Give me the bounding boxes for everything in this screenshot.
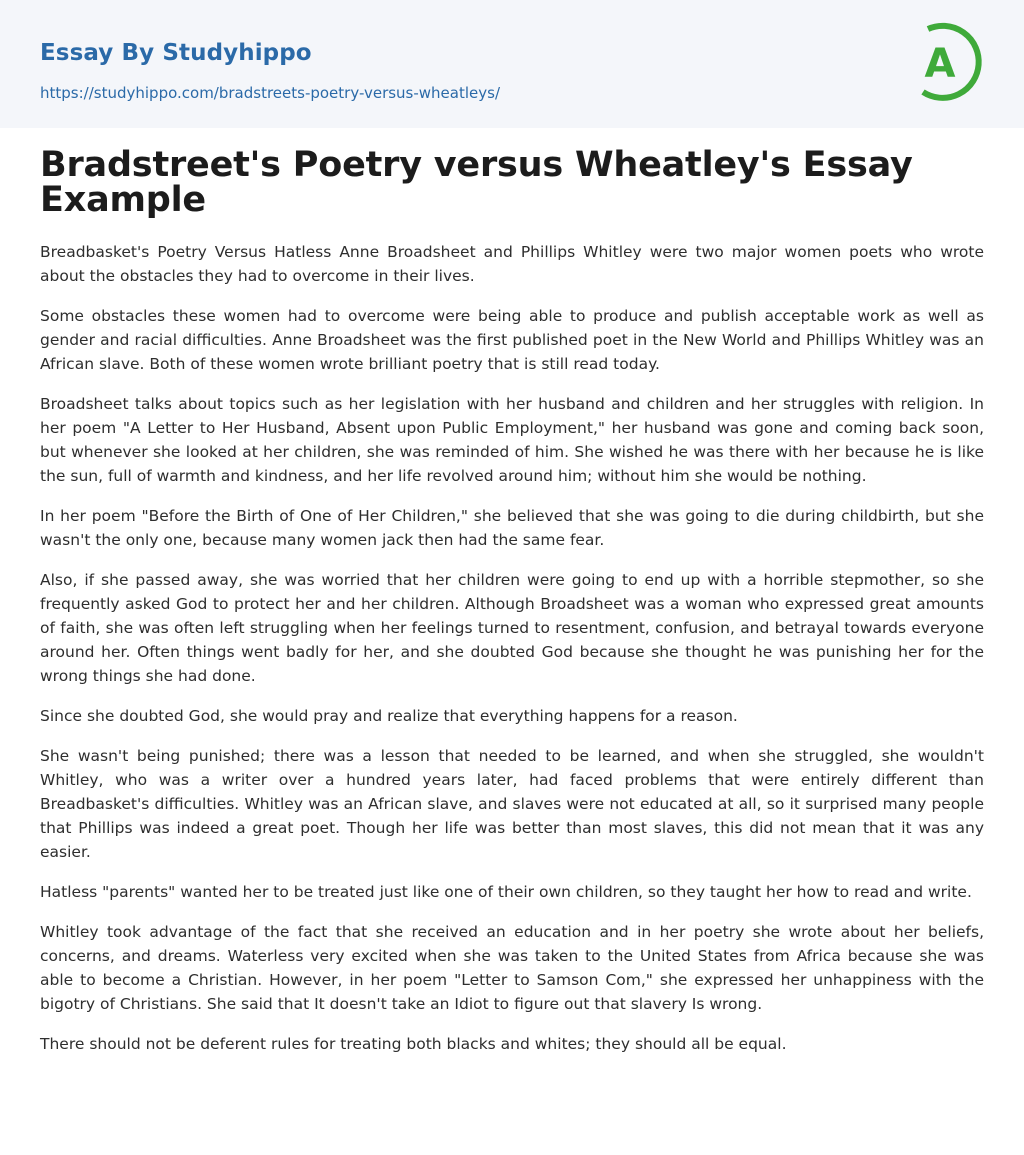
article-paragraph: Hatless "parents" wanted her to be treated just like one of their own children, so they taught her how to read and write. <box>40 883 972 901</box>
article <box>40 145 984 1072</box>
studyhippo-logo-icon[interactable] <box>912 18 986 106</box>
article-paragraph: Some obstacles these women had to overcome were being able to produce and publish acceptable work as well as gender and racial difficulties. Anne Broadsheet was the first published poet in the New World and Phillips Whitley was an African slave. Both of these women wrote brilliant poetry that is still read today. <box>40 307 984 373</box>
article-paragraph: Whitley took advantage of the fact that she received an education and in her poetry she wrote about her beliefs, concerns, and dreams. Waterless very excited when she was taken to the United States from Africa because she was able to become a Christian. However, in her poem "Letter to Samson Com," she expressed her unhappiness with the bigotry of Christians. She said that It doesn't take an Idiot to figure out that slavery Is wrong. <box>40 923 984 1013</box>
article-paragraph: In her poem "Before the Birth of One of Her Children," she believed that she was going to die during childbirth, but she wasn't the only one, because many women jack then had the same fear. <box>40 507 984 549</box>
article-paragraph: Broadsheet talks about topics such as her legislation with her husband and children and her struggles with religion. In her poem "A Letter to Her Husband, Absent upon Public Employment," her husband was gone and coming back soon, but whenever she looked at her children, she was reminded of him. She wished he was there with her because he is like the sun, full of warmth and kindness, and her life revolved around him; without him she would be nothing. <box>40 395 984 485</box>
page-url-link[interactable]: https://studyhippo.com/bradstreets-poetry-versus-wheatleys/ <box>40 84 500 102</box>
site-header <box>0 0 1024 128</box>
article-paragraph: She wasn't being punished; there was a lesson that needed to be learned, and when she struggled, she wouldn't Whitley, who was a writer over a hundred years later, had faced problems that were entirely different than Breadbasket's difficulties. Whitley was an African slave, and slaves were not educated at all, so it surprised many people that Phillips was indeed a great poet. Though her life was better than most slaves, this did not mean that it was any easier. <box>40 747 984 861</box>
article-paragraph: Breadbasket's Poetry Versus Hatless Anne Broadsheet and Phillips Whitley were two major women poets who wrote about the obstacles they had to overcome in their lives. <box>40 243 984 285</box>
article-paragraph: Also, if she passed away, she was worried that her children were going to end up with a horrible stepmother, so she frequently asked God to protect her and her children. Although Broadsheet was a woman who expressed great amounts of faith, she was often left struggling when her feelings turned to resentment, confusion, and betrayal towards everyone around her. Often things went badly for her, and she doubted God because she thought he was punishing her for the wrong things she had done. <box>40 571 984 685</box>
article-title: Bradstreet's Poetry versus Wheatley's Essay Example <box>40 145 913 220</box>
article-paragraph: Since she doubted God, she would pray and realize that everything happens for a reason. <box>40 707 738 725</box>
logo-letter: A <box>924 41 956 87</box>
brand-title[interactable]: Essay By Studyhippo <box>40 40 312 66</box>
article-paragraph: There should not be deferent rules for treating both blacks and whites; they should all be equal. <box>40 1035 787 1053</box>
